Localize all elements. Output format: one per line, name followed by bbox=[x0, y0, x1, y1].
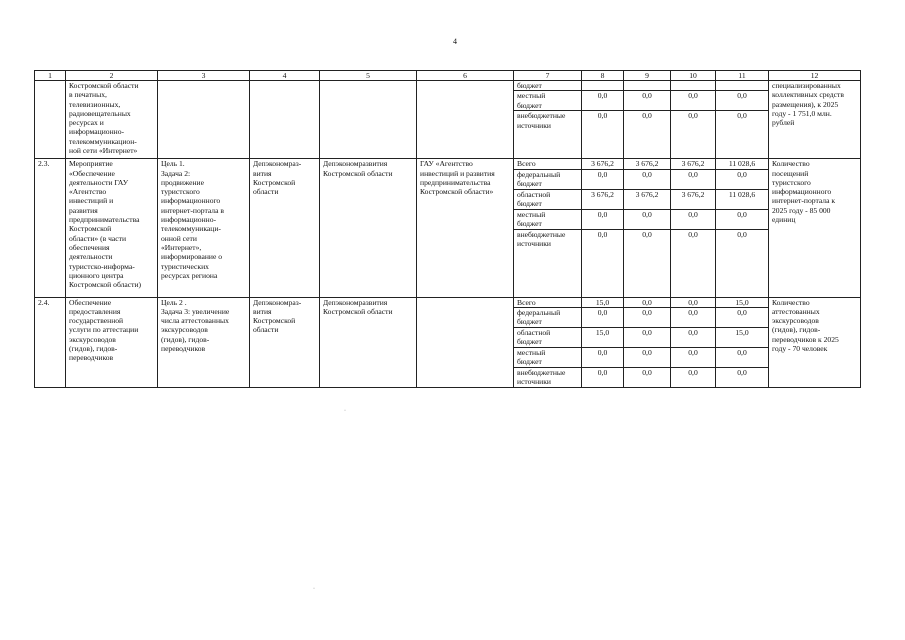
executor-cell bbox=[417, 81, 514, 159]
indicator-cell: Количество посещений туристского информационного интернет-портала к 2025 году - 85 000 единиц bbox=[769, 159, 861, 297]
funding-source: бюджет bbox=[514, 81, 582, 91]
value-cell: 0,0 bbox=[582, 209, 624, 229]
goal-cell: Цель 2 . Задача 3: увеличение числа аттестованных экскурсоводов (гидов), гидов- переводчиков bbox=[158, 297, 250, 387]
activity-cell: Обеспечение предоставления государственной услуги по аттестации экскурсоводов (гидов), гидов- переводчиков bbox=[66, 297, 158, 387]
program-activities-table bbox=[34, 70, 861, 388]
column-header: 5 bbox=[320, 71, 417, 81]
value-cell: 3 676,2 bbox=[582, 189, 624, 209]
table-header-row bbox=[35, 71, 861, 81]
value-cell bbox=[624, 81, 671, 91]
value-cell bbox=[716, 81, 769, 91]
value-cell: 0,0 bbox=[716, 307, 769, 327]
funding-source: внебюджетные источники bbox=[514, 367, 582, 387]
value-cell: 0,0 bbox=[716, 91, 769, 111]
row-number-cell: 2.3. bbox=[35, 159, 66, 297]
goal-cell: Цель 1. Задача 2: продвижение туристского информационного интернет-портала в информационно- телекоммуникаци- онной сети «Интернет», информирование о туристических ресурсах региона bbox=[158, 159, 250, 297]
value-cell: 0,0 bbox=[582, 367, 624, 387]
column-header: 9 bbox=[624, 71, 671, 81]
value-cell: 3 676,2 bbox=[624, 159, 671, 169]
table-row bbox=[35, 159, 861, 169]
value-cell: 0,0 bbox=[624, 111, 671, 159]
value-cell: 0,0 bbox=[671, 209, 716, 229]
activity-cell: Мероприятие «Обеспечение деятельности ГАУ «Агентство инвестиций и развития предпринимательства Костромской области» (в части обеспечения деятельности туристско-информа- ционного центра Костромской области) bbox=[66, 159, 158, 297]
column-header: 11 bbox=[716, 71, 769, 81]
column-header: 6 bbox=[417, 71, 514, 81]
funding-source: областной бюджет bbox=[514, 327, 582, 347]
value-cell: 3 676,2 bbox=[671, 189, 716, 209]
responsible-cell bbox=[320, 81, 417, 159]
funding-source: местный бюджет bbox=[514, 91, 582, 111]
coordinator-cell: Депэкономраз- вития Костромской области bbox=[250, 297, 320, 387]
coordinator-cell bbox=[250, 81, 320, 159]
funding-source: Всего bbox=[514, 159, 582, 169]
value-cell: 0,0 bbox=[716, 169, 769, 189]
indicator-cell: Количество аттестованных экскурсоводов (гидов), гидов- переводчиков к 2025 году - 70 человек bbox=[769, 297, 861, 387]
value-cell: 15,0 bbox=[582, 327, 624, 347]
value-cell: 0,0 bbox=[671, 367, 716, 387]
responsible-cell: Депэкономразвития Костромской области bbox=[320, 159, 417, 297]
row-number-cell bbox=[35, 81, 66, 159]
value-cell: 15,0 bbox=[582, 297, 624, 307]
column-header: 1 bbox=[35, 71, 66, 81]
value-cell: 3 676,2 bbox=[582, 159, 624, 169]
value-cell: 15,0 bbox=[716, 297, 769, 307]
column-header: 7 bbox=[514, 71, 582, 81]
value-cell: 0,0 bbox=[624, 91, 671, 111]
row-number-cell: 2.4. bbox=[35, 297, 66, 387]
funding-source: федеральный бюджет bbox=[514, 307, 582, 327]
value-cell: 0,0 bbox=[582, 229, 624, 297]
value-cell: 0,0 bbox=[624, 327, 671, 347]
funding-source: внебюджетные источники bbox=[514, 111, 582, 159]
column-header: 12 bbox=[769, 71, 861, 81]
value-cell: 0,0 bbox=[582, 111, 624, 159]
value-cell: 0,0 bbox=[716, 229, 769, 297]
value-cell: 0,0 bbox=[671, 327, 716, 347]
funding-source: Всего bbox=[514, 297, 582, 307]
table-row bbox=[35, 297, 861, 307]
value-cell: 0,0 bbox=[671, 297, 716, 307]
value-cell: 0,0 bbox=[716, 111, 769, 159]
value-cell: 3 676,2 bbox=[624, 189, 671, 209]
executor-cell bbox=[417, 297, 514, 387]
value-cell: 0,0 bbox=[582, 347, 624, 367]
value-cell: 0,0 bbox=[671, 347, 716, 367]
value-cell: 11 028,6 bbox=[716, 159, 769, 169]
value-cell: 0,0 bbox=[624, 229, 671, 297]
funding-source: федеральный бюджет bbox=[514, 169, 582, 189]
scan-speck: · bbox=[313, 586, 315, 592]
value-cell: 15,0 bbox=[716, 327, 769, 347]
column-header: 4 bbox=[250, 71, 320, 81]
goal-cell bbox=[158, 81, 250, 159]
column-header: 2 bbox=[66, 71, 158, 81]
value-cell bbox=[582, 81, 624, 91]
value-cell: 0,0 bbox=[624, 347, 671, 367]
column-header: 10 bbox=[671, 71, 716, 81]
funding-source: местный бюджет bbox=[514, 209, 582, 229]
value-cell: 0,0 bbox=[671, 307, 716, 327]
value-cell: 0,0 bbox=[624, 367, 671, 387]
value-cell: 0,0 bbox=[716, 209, 769, 229]
value-cell: 0,0 bbox=[624, 209, 671, 229]
value-cell: 0,0 bbox=[582, 169, 624, 189]
column-header: 8 bbox=[582, 71, 624, 81]
table-row bbox=[35, 81, 861, 91]
value-cell: 0,0 bbox=[671, 111, 716, 159]
responsible-cell: Депэкономразвития Костромской области bbox=[320, 297, 417, 387]
value-cell: 0,0 bbox=[671, 169, 716, 189]
funding-source: областной бюджет bbox=[514, 189, 582, 209]
value-cell: 0,0 bbox=[624, 297, 671, 307]
funding-source: внебюджетные источники bbox=[514, 229, 582, 297]
value-cell: 0,0 bbox=[582, 307, 624, 327]
scan-speck: · bbox=[344, 408, 346, 414]
activity-cell: Костромской области в печатных, телевизионных, радиовещательных ресурсах и информационно- телекоммуникацион- ной сети «Интернет» bbox=[66, 81, 158, 159]
value-cell: 3 676,2 bbox=[671, 159, 716, 169]
column-header: 3 bbox=[158, 71, 250, 81]
page-number: 4 bbox=[453, 37, 457, 46]
executor-cell: ГАУ «Агентство инвестиций и развития предпринимательства Костромской области» bbox=[417, 159, 514, 297]
value-cell: 0,0 bbox=[716, 347, 769, 367]
value-cell: 0,0 bbox=[582, 91, 624, 111]
value-cell: 0,0 bbox=[716, 367, 769, 387]
coordinator-cell: Депэкономраз- вития Костромской области bbox=[250, 159, 320, 297]
value-cell: 11 028,6 bbox=[716, 189, 769, 209]
value-cell: 0,0 bbox=[671, 91, 716, 111]
value-cell: 0,0 bbox=[671, 229, 716, 297]
value-cell: 0,0 bbox=[624, 307, 671, 327]
indicator-cell: специализированных коллективных средств размещения), к 2025 году - 1 751,0 млн. рублей bbox=[769, 81, 861, 159]
funding-source: местный бюджет bbox=[514, 347, 582, 367]
value-cell bbox=[671, 81, 716, 91]
value-cell: 0,0 bbox=[624, 169, 671, 189]
